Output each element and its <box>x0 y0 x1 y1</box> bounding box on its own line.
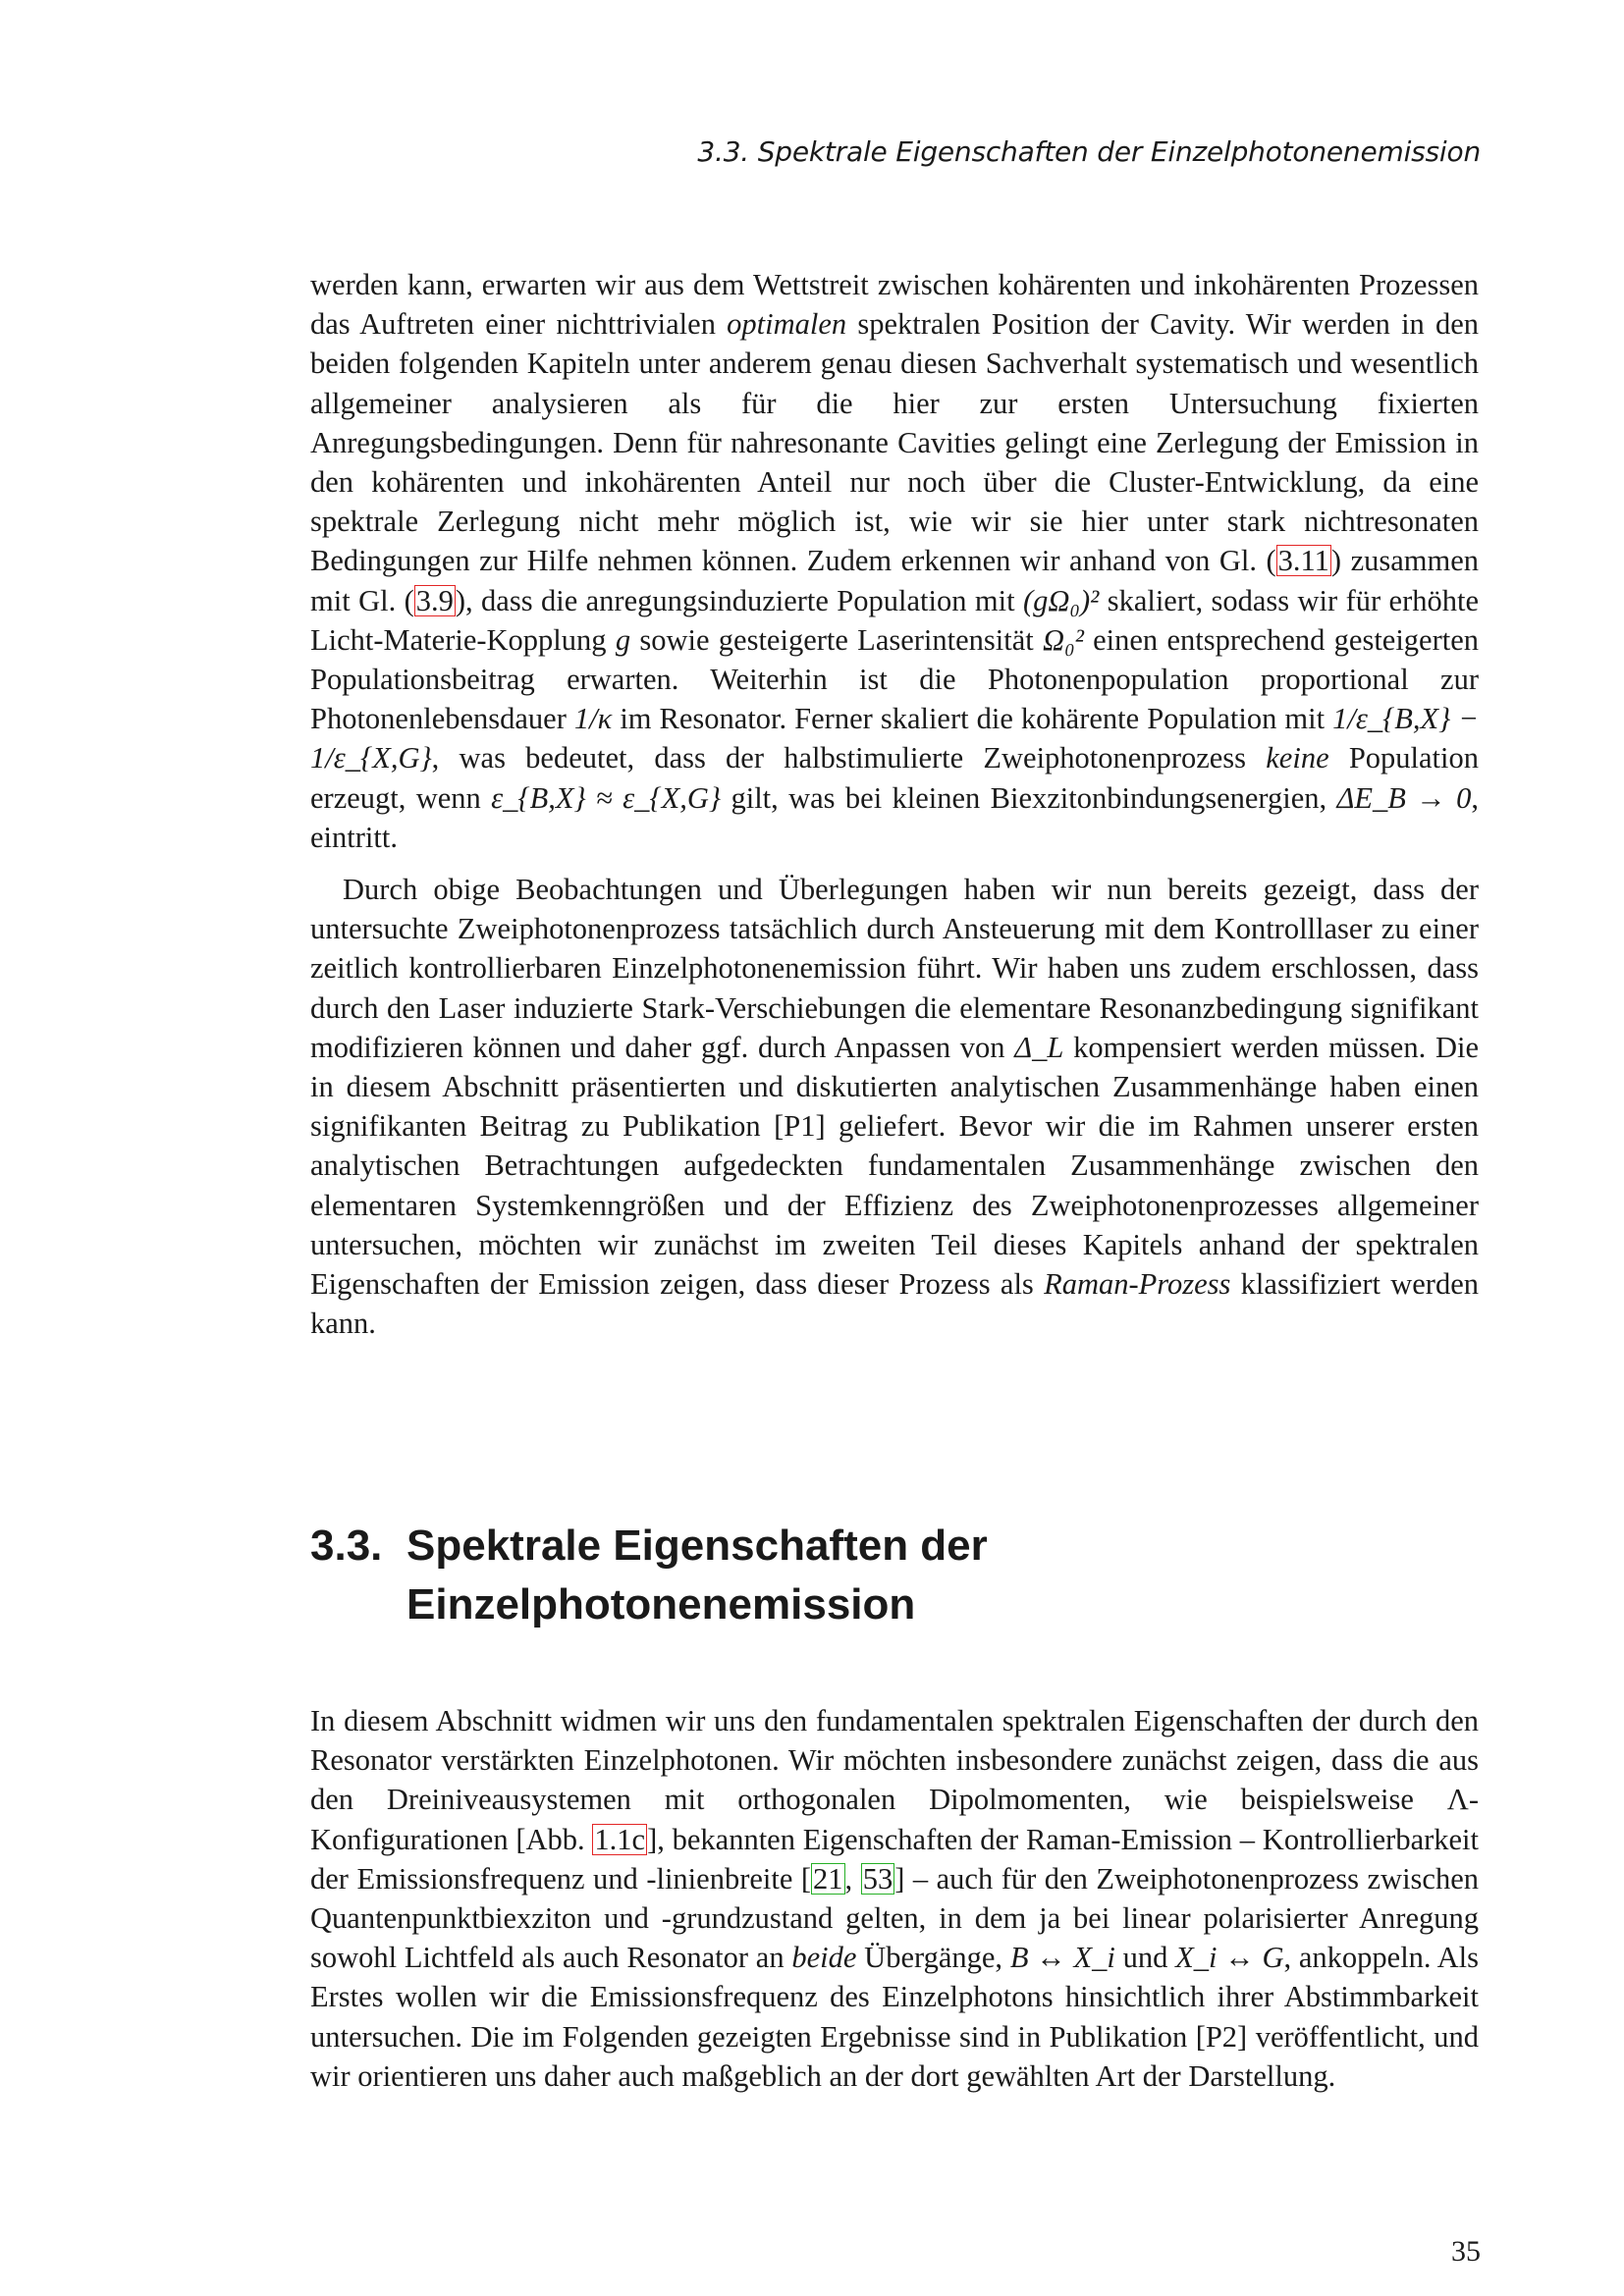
formula-epsilon-approx: ε_{B,X} ≈ ε_{X,G} <box>491 780 722 815</box>
text-run: ], bekannten Eigenschaften der Raman-Emission – Kontrollierbarkeit der Emissionsfrequenz und -linienbreite [ <box>310 1822 1479 1896</box>
section-number: 3.3. <box>310 1522 383 1570</box>
text-run: sowie gesteigerte Laserintensität <box>630 622 1044 657</box>
text-run: spektralen Position der Cavity. Wir werden in den beiden folgenden Kapiteln unter anderem genau diesen Sachverhalt systematisch und wesentlich allgemeiner analysieren als für die hier zur ersten Untersuchung fixierten Anregungsbedingungen. Denn für nahresonante Cavities gelingt eine Zerlegung der Emission in den kohärenten und inkohärenten Anteil nur noch über die Cluster-Entwicklung, da eine spektrale Zerlegung nicht mehr möglich ist, wie wir sie hier unter stark nichtresonaten Bedingungen zur Hilfe nehmen können. Zudem erkennen wir anhand von Gl. ( <box>310 307 1480 578</box>
citation-link[interactable]: 53 <box>862 1861 893 1896</box>
section-heading <box>310 1517 1479 1634</box>
emphasis-raman-prozess: Raman-Prozess <box>1044 1267 1231 1302</box>
text-run: skaliert, sodass wir für erhöhte Licht-Materie-Kopplung <box>310 583 1479 657</box>
text-run: , was bedeutet, dass der halbstimulierte Zweiphotonenprozess <box>431 741 1267 775</box>
formula-delta-l: Δ_L <box>1014 1030 1064 1064</box>
figure-ref-link[interactable]: 1.1c <box>594 1822 646 1856</box>
formula-omega-squared: Ω₀² <box>1043 622 1084 657</box>
emphasis-optimalen: optimalen <box>727 307 847 342</box>
equation-ref-link[interactable]: 3.9 <box>415 583 454 617</box>
paragraph-3 <box>310 1701 1479 2096</box>
text-run: gilt, was bei kleinen Biexzitonbindungsenergien, <box>721 780 1337 815</box>
running-header: 3.3. Spektrale Eigenschaften der Einzelphotonenemission <box>697 135 1481 168</box>
emphasis-keine: keine <box>1266 741 1329 775</box>
paragraph-1 <box>310 265 1479 857</box>
formula-xi-g: X_i ↔ G <box>1175 1941 1284 1975</box>
text-run: kompensiert werden müssen. Die in diesem Abschnitt präsentierten und diskutierten analytischen Zusammenhänge haben einen signifikanten Beitrag zu Publikation [P1] geliefert. Bevor wir die im Rahmen unserer ersten analytischen Betrachtungen aufgedeckten fundamentalen Zusammenhänge zwischen den elementaren Systemkenngrößen und der Effizienz des Zweiphotonenprozesses allgemeiner untersuchen, möchten wir zunächst im zweiten Teil dieses Kapitels anhand der spektralen Eigenschaften der Emission zeigen, dass dieser Prozess als <box>310 1030 1479 1302</box>
citation-link[interactable]: 21 <box>813 1861 843 1896</box>
text-run: einen entsprechend gesteigerten Populationsbeitrag erwarten. Weiterhin ist die Photonenpopulation proportional zur Photonenlebensdauer <box>310 622 1480 736</box>
section-title: Spektrale Eigenschaften der Einzelphotonenemission <box>406 1522 988 1629</box>
emphasis-beide: beide <box>791 1941 857 1975</box>
formula-g: g <box>615 622 631 657</box>
text-run: klassifiziert werden kann. <box>310 1267 1479 1341</box>
formula-delta-eb: ΔE_B → 0 <box>1336 780 1472 815</box>
text-run: , ankoppeln. Als Erstes wollen wir die Emissionsfrequenz des Einzelphotons hinsichtlich ihrer Abstimmbarkeit untersuchen. Die im Folgenden gezeigten Ergebnisse sind in Publikation [P2] veröffentlicht, und wir orientieren uns daher auch maßgeblich an der dort gewählten Art der Darstellung. <box>310 1941 1479 2093</box>
text-block-top <box>310 265 1479 1343</box>
text-run: In diesem Abschnitt widmen wir uns den fundamentalen spektralen Eigenschaften der durch den Resonator verstärkten Einzelphotonen. Wir möchten insbesondere zunächst zeigen, dass die aus den Dreiniveausystemen mit orthogonalen Dipolmomenten, wie beispielsweise Λ-Konfigurationen [Abb. <box>310 1704 1479 1856</box>
formula-b-xi: B ↔ X_i <box>1009 1941 1115 1975</box>
formula-inverse-kappa: 1/κ <box>573 702 613 736</box>
text-run: ] – auch für den Zweiphotonenprozess zwischen Quantenpunktbiexziton und -grundzustand gelten, in dem ja bei linear polarisierter Anregung sowohl Lichtfeld als auch Resonator an <box>310 1861 1479 1975</box>
equation-ref-link[interactable]: 3.11 <box>1277 544 1329 578</box>
text-run: , <box>844 1861 861 1896</box>
page-number: 35 <box>1451 2235 1481 2268</box>
text-run: , eintritt. <box>310 780 1480 854</box>
text-run: und <box>1114 1941 1176 1975</box>
text-run: Durch obige Beobachtungen und Überlegungen haben wir nun bereits gezeigt, dass der untersuchte Zweiphotonenprozess tatsächlich durch Ansteuerung mit dem Kontrolllaser zu einer zeitlich kontrollierbaren Einzelphotonenemission führt. Wir haben uns zudem erschlossen, dass durch den Laser induzierte Stark-Verschiebungen die elementare Resonanzbedingung signifikant modifizieren können und daher ggf. durch Anpassen von <box>310 873 1479 1064</box>
text-run: ) zusammen mit Gl. ( <box>310 544 1479 617</box>
text-run: ), dass die anregungsinduzierte Population mit <box>455 583 1023 617</box>
formula-epsilon-difference: 1/ε_{B,X} − 1/ε_{X,G} <box>310 702 1479 775</box>
text-run: Übergänge, <box>856 1941 1010 1975</box>
text-block-bottom <box>310 1701 1479 2096</box>
text-run: im Resonator. Ferner skaliert die kohärente Population mit <box>612 702 1333 736</box>
text-run: Population erzeugt, wenn <box>310 741 1479 815</box>
paragraph-2 <box>310 870 1479 1343</box>
text-run: werden kann, erwarten wir aus dem Wettstreit zwischen kohärenten und inkohärenten Prozessen das Auftreten einer nichttrivialen <box>310 268 1479 342</box>
formula-g-omega-squared: (gΩ₀)² <box>1022 583 1100 617</box>
